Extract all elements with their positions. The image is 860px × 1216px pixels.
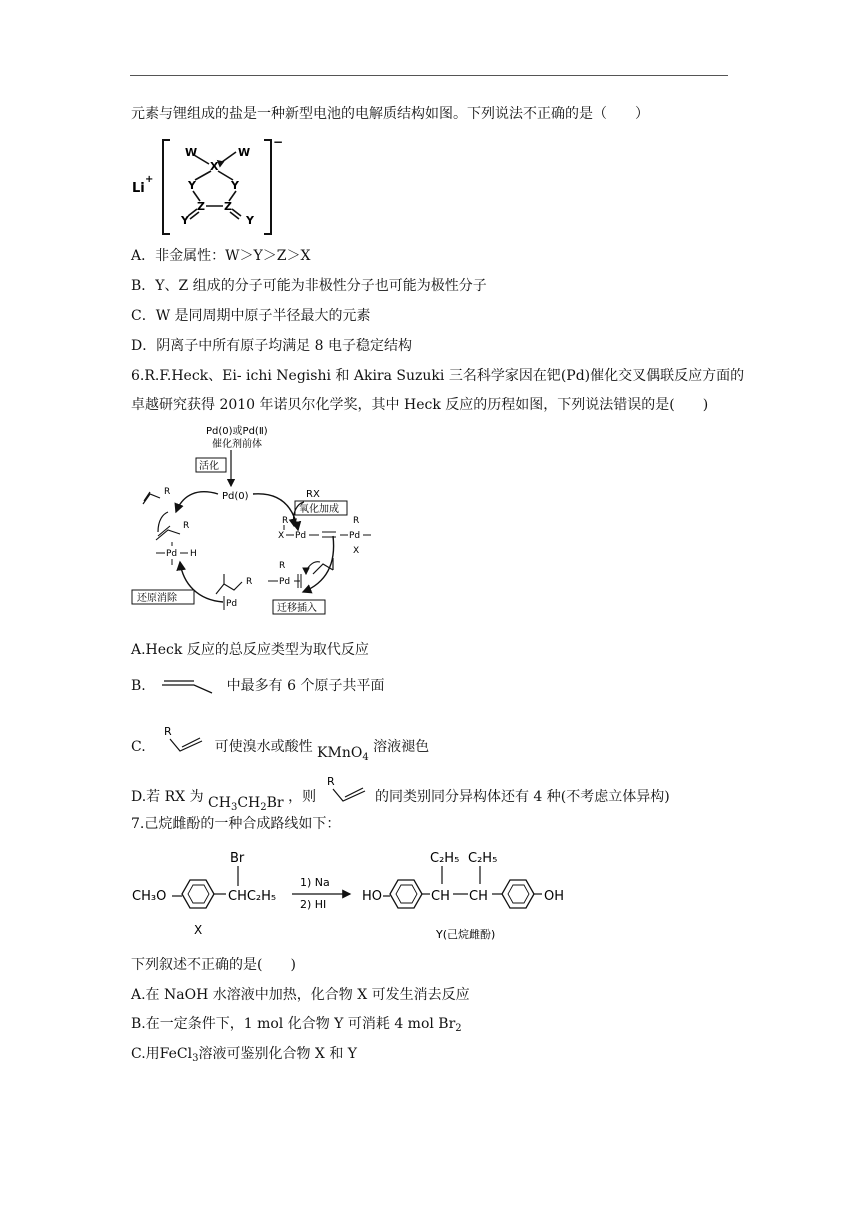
q7-option-c-label: C.用 [131,1046,160,1062]
q7-question: 下列叙述不正确的是( ) [131,957,296,973]
complex3-r: R [279,561,286,571]
q6-option-b [131,676,384,696]
pd0-label: Pd(0) [222,491,249,502]
q6-option-d-text: 的同类别同分异构体还有 4 种(不考虑立体异构) [374,789,670,805]
kmno4-main: KMnO [317,745,363,761]
complex2-pd: Pd [349,531,361,541]
ho-group: HO [362,889,383,904]
complex1-x: X [278,531,285,541]
product-r: R [164,487,171,497]
x-chain: CHC₂H₅ [228,889,277,904]
oxidative-addition-label: 氧化加成 [299,504,339,515]
ch-left: CH [431,889,450,904]
q5-anion-structure [130,134,290,240]
migratory-insertion-label: 迁移插入 [277,603,317,614]
q5-option-c: C．W 是同周期中原子半径最大的元素 [131,308,371,324]
q6-stem-line1: 6.R.F.Heck、Ei- ichi Negishi 和 Akira Suzuki 三名科学家因在钯(Pd)催化交叉偶联反应方面的 [131,368,745,384]
q7-option-c [131,1044,357,1069]
hexestrol-synthesis-scheme [128,842,588,946]
bromine: Br [230,851,245,866]
li-charge: + [145,174,154,185]
q7-option-b [131,1014,462,1039]
q6-option-c [131,725,429,762]
q6-option-c-label: C. [131,739,146,755]
complex2-r: R [353,516,360,526]
hpd-pd: Pd [166,549,178,559]
q6-option-b-label: B. [131,678,146,694]
compound-y-label: Y(己烷雌酚) [436,928,496,941]
header-rule [130,75,728,76]
r-alkene-structure [160,725,206,755]
reductive-elimination-label: 还原消除 [137,593,177,604]
ethyl-bromide-formula [208,795,284,811]
y-bottom-left: Y [181,214,189,227]
y-bottom-right: Y [246,214,254,227]
q7-option-b-sub: 2 [455,1023,462,1034]
x-atom: X [210,160,219,173]
y-left: Y [188,179,196,192]
q7-option-c-text: 溶液可鉴别化合物 X 和 Y [198,1046,358,1062]
q7-option-a: A.在 NaOH 水溶液中加热，化合物 X 可发生消去反应 [131,987,470,1003]
fecl3-main: FeCl [159,1046,193,1062]
formula-sub1: 3 [230,802,238,813]
precursor-line1: Pd(0)或Pd(Ⅱ) [206,426,268,437]
w-left: W [185,146,198,159]
q6-option-c-text1: 可使溴水或酸性 [214,739,313,755]
q5-option-a: A．非金属性：W＞Y＞Z＞X [131,248,311,264]
q6-option-d-label: D.若 RX 为 [131,789,204,805]
heck-cycle-diagram [128,422,398,618]
complex2-x: X [353,546,360,556]
oh-group: OH [544,889,565,904]
ethyl-left: C₂H₅ [430,851,460,866]
propene-structure [160,677,216,695]
complex1-pd: Pd [295,531,307,541]
methoxy-group: CH₃O [132,889,167,904]
r-alkene-d-r: R [326,775,335,788]
compound-x-label: X [194,923,203,937]
activation-label: 活化 [199,461,219,472]
q6-stem-line2: 卓越研究获得 2010 年诺贝尔化学奖，其中 Heck 反应的历程如图，下列说法错误的是( ) [131,397,709,413]
hpd-h: H [190,549,197,559]
q7-option-b-text: B.在一定条件下，1 mol 化合物 Y 可消耗 4 mol Br [131,1016,456,1032]
anion-charge: − [273,135,284,149]
precursor-line2: 催化剂前体 [212,439,262,450]
formula-part2: CH [237,795,261,811]
q5-option-b: B．Y、Z 组成的分子可能为非极性分子也可能为极性分子 [131,278,487,294]
z-right: Z [224,200,232,213]
alkyl-pd: Pd [226,599,238,609]
q6-option-d-mid: ，则 [288,789,317,805]
y-right: Y [231,179,239,192]
q5-stem: 元素与锂组成的盐是一种新型电池的电解质结构如图。下列说法不正确的是（ ） [131,106,649,122]
ethyl-right: C₂H₅ [468,851,498,866]
q6-option-a: A.Heck 反应的总反应类型为取代反应 [131,642,369,658]
step-1: 1) Na [300,876,330,889]
ch-right: CH [469,889,488,904]
complex3-pd: Pd [279,577,291,587]
fecl3-sub: 3 [192,1053,199,1064]
formula-part3: Br [266,795,284,811]
li-label: Li [132,181,145,196]
z-left: Z [197,200,205,213]
w-right: W [238,146,251,159]
step-2: 2) HI [300,898,327,911]
q6-option-b-text: 中最多有 6 个原子共平面 [226,678,385,694]
q7-stem: 7.己烷雌酚的一种合成路线如下： [131,816,341,832]
alkyl-r: R [246,577,253,587]
formula-sub2: 2 [260,802,267,813]
complex1-r: R [282,516,289,526]
formula-part1: CH [208,795,231,811]
r-alkene-r: R [164,725,172,738]
rx-label: RX [306,489,320,500]
kmno4-sub: 4 [362,752,369,763]
r-alkene-structure-d [323,775,369,805]
hpd-r: R [183,521,190,531]
q5-option-d: D．阴离子中所有原子均满足 8 电子稳定结构 [131,338,413,354]
q6-option-d [131,775,670,812]
q6-option-c-text2: 溶液褪色 [373,739,430,755]
kmno4-formula [317,745,369,761]
